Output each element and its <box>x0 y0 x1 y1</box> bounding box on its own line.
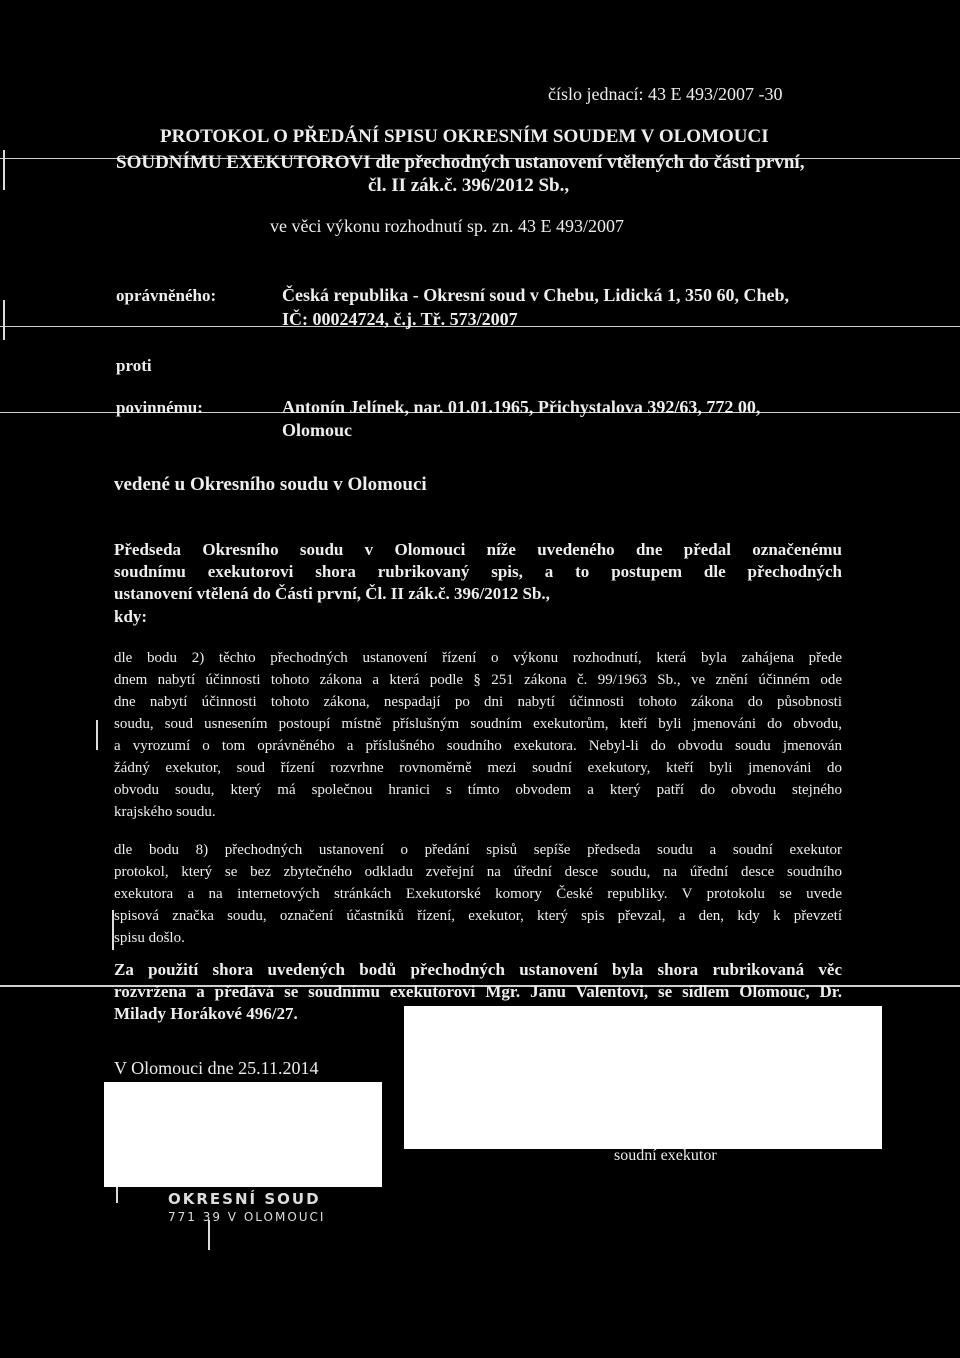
date-line: V Olomouci dne 25.11.2014 <box>114 1058 319 1078</box>
redacted-signature-executor <box>404 1006 882 1149</box>
scan-line <box>3 300 5 340</box>
executor-label: soudní exekutor <box>614 1147 717 1164</box>
court-stamp-line-1: OKRESNÍ SOUD <box>168 1190 321 1208</box>
case-number: číslo jednací: 43 E 493/2007 -30 <box>548 84 783 104</box>
court-line: vedené u Okresního soudu v Olomouci <box>114 474 427 495</box>
body-line: spisová značka soudu, označení účastníků řízení, exekutor, který spis převzal, a den, kdy k převzetí <box>114 908 842 924</box>
debtor-line-1: Antonín Jelínek, nar. 01.01.1965, Přichystalova 392/63, 772 00, <box>282 397 761 417</box>
body-line: dnem nabytí účinnosti tohoto zákona a která podle § 251 zákona č. 99/1963 Sb., ve znění účinném ode <box>114 672 842 688</box>
body-line: dle bodu 2) těchto přechodných ustanovení řízení o výkonu rozhodnutí, která byla zahájena přede <box>114 650 842 666</box>
claimant-label: oprávněného: <box>116 286 217 305</box>
body-line: Za použití shora uvedených bodů přechodných ustanovení byla shora rubrikovaná věc <box>114 960 842 979</box>
versus-label: proti <box>116 356 152 375</box>
body-line: soudnímu exekutorovi shora rubrikovaný spis, a to postupem dle přechodných <box>114 562 842 581</box>
claimant-line-2: IČ: 00024724, č.j. Tř. 573/2007 <box>282 309 518 329</box>
scan-line <box>208 1220 210 1250</box>
redacted-signature-court <box>104 1082 382 1187</box>
claimant-line-1: Česká republika - Okresní soud v Chebu, Lidická 1, 350 60, Cheb, <box>282 285 789 305</box>
body-line: ustanovení vtělená do Části první, Čl. II zák.č. 396/2012 Sb., <box>114 584 550 603</box>
court-stamp-line-2: 771 39 V OLOMOUCI <box>168 1210 326 1224</box>
body-line: dle bodu 8) přechodných ustanovení o předání spisů sepíše předseda soudu a soudní exekutor <box>114 842 842 858</box>
body-line: kdy: <box>114 607 148 626</box>
debtor-label: povinnému: <box>116 398 203 417</box>
debtor-line-2: Olomouc <box>282 420 352 440</box>
body-line: spisu došlo. <box>114 930 185 946</box>
body-line: krajského soudu. <box>114 804 216 820</box>
document-title-line-1: PROTOKOL O PŘEDÁNÍ SPISU OKRESNÍM SOUDEM V OLOMOUCI <box>160 126 769 147</box>
document-title-line-2: SOUDNÍMU EXEKUTOROVI dle přechodných ustanovení vtělených do části první, <box>116 152 805 173</box>
body-line: protokol, který se bez zbytečného odkladu zveřejní na úřední desce soudu, na úřední desce soudního <box>114 864 842 880</box>
matter-line: ve věci výkonu rozhodnutí sp. zn. 43 E 493/2007 <box>270 216 624 236</box>
body-line: soudu, soud usnesením postoupí místně příslušným soudním exekutorům, kteří byli jmenováni do obvodu, <box>114 716 842 732</box>
body-line: a vyrozumí o tom oprávněného a příslušného soudního exekutora. Nebyl-li do obvodu soudu jmenován <box>114 738 842 754</box>
body-line: exekutora a na internetových stránkách Exekutorské komory České republiky. V protokolu se uvede <box>114 886 842 902</box>
body-line: žádný exekutor, soud řízení rozvrhne rovnoměrně mezi soudní exekutory, kteří byli jmenováni do <box>114 760 842 776</box>
body-line: dne nabytí účinnosti tohoto zákona, nespadají po dni nabytí účinnosti tohoto zákona do působnosti <box>114 694 842 710</box>
scan-line <box>116 1185 118 1203</box>
body-line: Předseda Okresního soudu v Olomouci níže uvedeného dne předal označenému <box>114 540 842 559</box>
document-title-line-3: čl. II zák.č. 396/2012 Sb., <box>368 175 570 196</box>
body-line: rozvržena a předává se soudnímu exekutorovi Mgr. Janu Valentovi, se sídlem Olomouc, Dr. <box>114 982 842 1001</box>
scan-line <box>3 150 5 190</box>
body-line: obvodu soudu, který má společnou hranici s tímto obvodem a který patří do obvodu stejného <box>114 782 842 798</box>
body-line: Milady Horákové 496/27. <box>114 1004 298 1023</box>
scan-line <box>96 720 98 750</box>
